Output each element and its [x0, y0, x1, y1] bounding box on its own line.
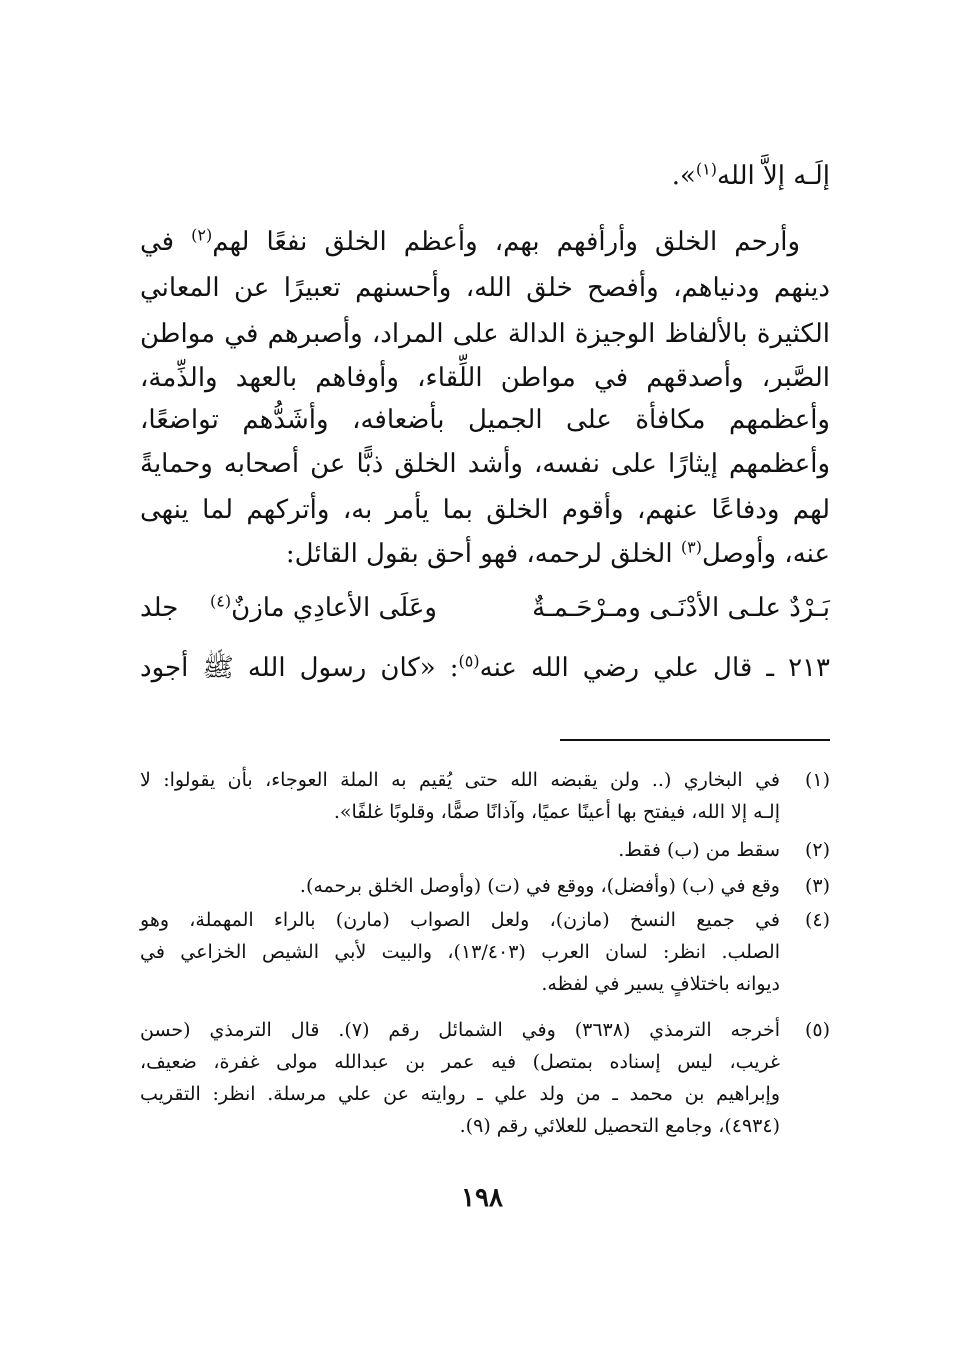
verse-first-hemistich: بَـرْدٌ علـى الأدْنَـى ومـرْحَـمـةٌ	[532, 593, 830, 623]
paragraph-line-3	[140, 314, 830, 354]
footnote-line: الصلب. انظر: لسان العرب (١٣/٤٠٣)، والبيت لأبي الشيص الخزاعي في	[140, 941, 780, 963]
footnote-ref-4: (٤)	[210, 591, 232, 611]
para-line-1-text: وأرحم الخلق وأرأفهم بهم، وأعظم الخلق نفعًا لهم	[212, 227, 800, 257]
footnote-line: سقط من (ب) فقط.	[618, 839, 780, 861]
paragraph-line-6	[140, 444, 830, 484]
paragraph-line-5	[140, 400, 830, 440]
footnote-body	[140, 764, 780, 828]
hadith-start: ٢١٣ ـ قال علي رضي الله عنه	[479, 653, 830, 683]
footnote-line: غريب، ليس إسناده بمتصل) فيه عمر بن عبدالله مولى غفرة، ضعيف،	[140, 1051, 780, 1073]
footnote-number: (١)	[804, 769, 830, 791]
para-line-2-text: دينهم ودنياهم، وأفصح خلق الله، وأحسنهم تعبيرًا عن المعاني	[140, 273, 830, 303]
para-line-1-after: في	[140, 227, 192, 257]
paragraph-line-7	[140, 490, 830, 530]
text-line-1	[140, 156, 830, 196]
paragraph-line-1	[140, 222, 830, 262]
footnote-number: (٣)	[804, 875, 830, 897]
footnote-2	[140, 834, 830, 866]
verse-tail-word: جلد	[140, 593, 179, 623]
verse-second-hemistich-wrap	[210, 586, 437, 630]
footnote-separator	[560, 739, 830, 741]
footnote-body	[140, 870, 780, 902]
page-number: ١٩٨	[461, 1183, 503, 1213]
footnote-body	[140, 834, 780, 866]
footnote-body	[140, 1014, 780, 1142]
footnote-ref-3: (٣)	[680, 537, 702, 557]
footnote-line: في جميع النسخ (مازن)، ولعل الصواب (مارن) بالراء المهملة، وهو	[140, 909, 780, 931]
footnote-ref-1: (١)	[695, 159, 718, 179]
para-line-7-text: لهم ودفاعًا عنهم، وأقوم الخلق بما يأمر به، وأتركهم لما ينهى	[140, 495, 830, 525]
paragraph-line-2	[140, 268, 830, 308]
footnote-number: (٢)	[804, 839, 830, 861]
footnote-4	[140, 904, 830, 1000]
footnote-body	[140, 904, 780, 1000]
para-line-8-text: عنه، وأوصل	[701, 539, 830, 569]
footnote-line: في البخاري (.. ولن يقبضه الله حتى يُقيم به الملة العوجاء، بأن يقولوا: لا	[140, 769, 780, 791]
paragraph-line-8	[140, 534, 830, 574]
footnote-line: وإبراهيم بن محمد ـ من ولد علي ـ روايته عن علي مرسلة. انظر: التقريب	[140, 1083, 780, 1105]
footnote-line: أخرجه الترمذي (٣٦٣٨) وفي الشمائل رقم (٧). قال الترمذي (حسن	[140, 1019, 780, 1041]
line1-text: إلَـه إلاَّ الله	[717, 161, 830, 191]
para-line-3-text: الكثيرة بالألفاظ الوجيزة الدالة على المراد، وأصبرهم في مواطن	[140, 319, 830, 349]
para-line-8-after: الخلق لرحمه، فهو أحق بقول القائل:	[285, 539, 681, 569]
hadith-rest: : «كان رسول الله ﷺ أجود	[140, 653, 459, 683]
poetry-verse	[140, 586, 830, 630]
para-line-6-text: وأعظمهم إيثارًا على نفسه، وأشد الخلق ذبًّا عن أصحابه وحمايةً	[140, 449, 830, 479]
footnote-1	[140, 764, 830, 828]
footnote-ref-2: (٢)	[191, 225, 213, 245]
footnote-number: (٥)	[804, 1019, 830, 1041]
footnote-line: ديوانه باختلافٍ يسير في لفظه.	[541, 973, 780, 995]
verse-second-hemistich: وعَلَى الأعادِي مازنٌ	[231, 593, 437, 623]
para-line-4-text: الصَّبر، وأصدقهم في مواطن اللِّقاء، وأوفاهم بالعهد والذِّمة،	[140, 363, 830, 393]
footnote-line: وقع في (ب) (وأفضل)، ووقع في (ت) (وأوصل الخلق برحمه).	[299, 875, 780, 897]
line1-end: ».	[671, 161, 696, 191]
paragraph-line-4	[140, 358, 830, 398]
footnote-3	[140, 870, 830, 902]
footnote-line: (٤٩٣٤)، وجامع التحصيل للعلائي رقم (٩).	[459, 1115, 780, 1137]
footnote-ref-5: (٥)	[458, 651, 480, 671]
footnote-number: (٤)	[804, 909, 830, 931]
hadith-line	[140, 648, 830, 688]
footnote-line: إلـه إلا الله، فيفتح بها أعينًا عميًا، وآذانًا صمًّا، وقلوبًا غلفًا».	[333, 801, 780, 823]
para-line-5-text: وأعظمهم مكافأة على الجميل بأضعافه، وأشَدُّهم تواضعًا،	[140, 405, 830, 435]
footnote-5	[140, 1014, 830, 1142]
